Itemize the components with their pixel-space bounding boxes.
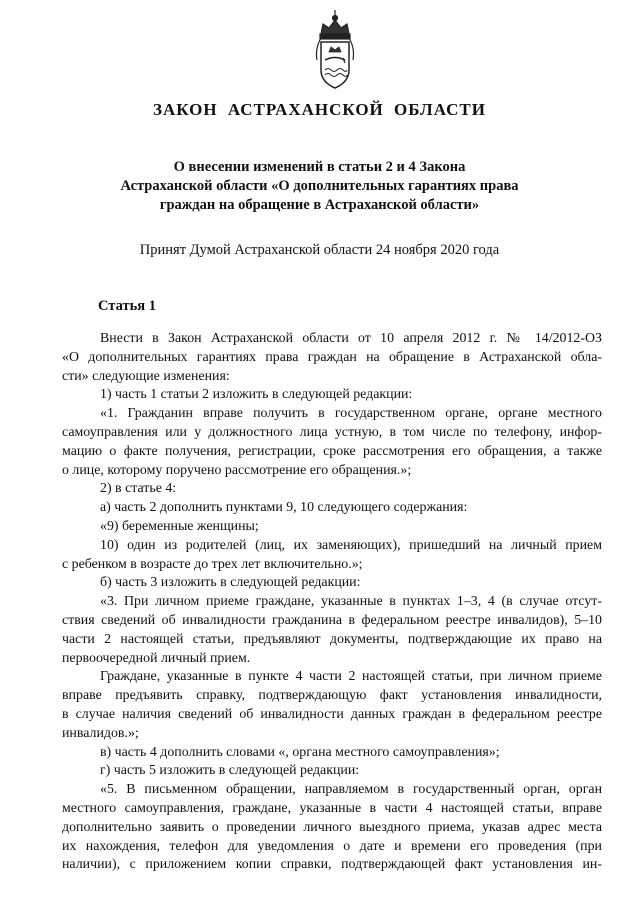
subtitle-line: Астраханской области «О дополнительных гарантиях права [120,178,519,194]
body-line: «9) беременные женщины; [100,518,259,534]
body-line: их нахождения, телефон для уведомления о дате и времени его проведения (при [62,838,602,854]
law-subtitle [70,158,569,215]
subtitle-line: граждан на обращение в Астраханской области» [159,197,480,213]
body-line: первоочередной личный прием. [62,650,251,666]
body-line: «1. Гражданин вправе получить в государственном органе, органе местного [100,406,602,422]
body-line: мацию о факте получения, регистрации, сроке рассмотрения его обращения, а также [62,443,602,459]
body-line: дополнительно заявить о проведении личного выездного приема, указав адрес места [62,819,602,835]
adoption-statement: Принят Думой Астраханской области 24 ноября 2020 года [139,242,500,258]
body-line: ствия сведений об инвалидности гражданина в федеральном реестре инвалидов), 5–10 [62,612,602,628]
body-line: «5. В письменном обращении, направляемом в государственный орган, орган [100,782,602,798]
body-line: самоуправления или у должностного лица устную, в том числе по телефону, инфор- [62,424,602,440]
body-line: в случае наличия сведений об инвалидности данных граждан в федеральном реестре [62,706,602,722]
body-line: о лице, которому поручено рассмотрение его обращения.»; [62,462,412,478]
body-line: 1) часть 1 статьи 2 изложить в следующей редакции: [100,387,413,403]
body-line: инвалидов.»; [62,725,139,741]
body-line: «3. При личном приеме граждане, указанные в пунктах 1–3, 4 (в случае отсут- [100,594,602,610]
body-line: 10) один из родителей (лиц, их заменяющих), пришедший на личный прием [100,537,602,553]
body-line: «О дополнительных гарантиях права граждан на обращение в Астраханской обла- [62,349,602,365]
body-line: 2) в статье 4: [100,481,177,497]
body-line: местного самоуправления, граждане, указанные в части 4 настоящей статьи, вправе [62,800,602,816]
article-heading: Статья 1 [98,298,156,314]
body-line: части 2 настоящей статьи, предъявляют документы, подтверждающие их право на [62,631,602,647]
body-line: вправе предъявить справку, подтверждающую факт установления инвалидности, [62,688,602,704]
body-line: Граждане, указанные в пункте 4 части 2 настоящей статьи, при личном приеме [100,669,602,685]
body-line: г) часть 5 изложить в следующей редакции: [100,763,360,779]
body-line: Внести в Закон Астраханской области от 10 апреля 2012 г. № 14/2012-ОЗ [100,331,602,346]
body-line: с ребенком в возрасте до трех лет включительно.»; [62,556,363,572]
body-line: в) часть 4 дополнить словами «, органа местного самоуправления»; [100,744,500,760]
article-body [62,330,602,875]
body-line: а) часть 2 дополнить пунктами 9, 10 следующего содержания: [100,500,468,516]
body-line: наличии), с приложением копии справки, подтверждающей факт установления ин- [62,857,602,873]
law-title: ЗАКОН АСТРАХАНСКОЙ ОБЛАСТИ [152,100,486,119]
astrakhan-coat-of-arms-icon [307,8,363,94]
body-line: б) часть 3 изложить в следующей редакции: [100,575,361,591]
body-line: сти» следующие изменения: [62,368,230,384]
subtitle-line: О внесении изменений в статьи 2 и 4 Закона [173,159,466,175]
